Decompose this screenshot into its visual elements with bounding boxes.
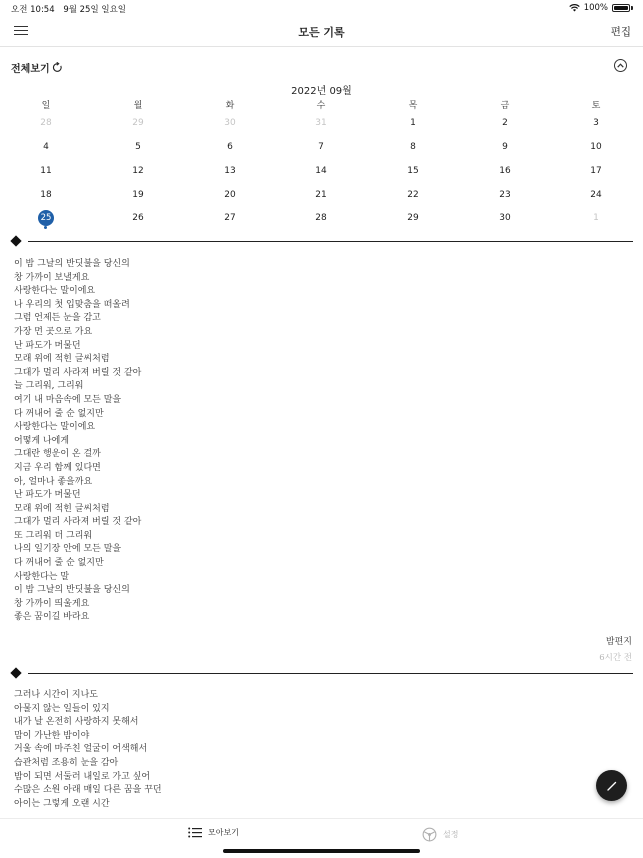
entry-indicator-dot bbox=[44, 226, 47, 229]
entry-line: 난 파도가 머물던 bbox=[14, 490, 81, 501]
navigation-bar bbox=[0, 16, 643, 47]
weekday-wed: 수 bbox=[316, 101, 326, 111]
calendar-day[interactable]: 3 bbox=[593, 118, 599, 128]
home-indicator bbox=[223, 849, 420, 853]
write-button[interactable] bbox=[596, 770, 627, 801]
entry-line: 그러나 시간이 지나도 bbox=[14, 690, 98, 700]
entry-timestamp: 6시간 전 bbox=[599, 653, 632, 663]
calendar-day[interactable]: 23 bbox=[499, 190, 511, 200]
status-bar bbox=[0, 0, 643, 16]
calendar-day[interactable]: 5 bbox=[135, 142, 141, 152]
entry-line: 아이는 그렇게 오랜 시간 bbox=[14, 798, 110, 809]
calendar-day[interactable]: 20 bbox=[224, 190, 236, 200]
entry-line: 맘이 가난한 밤이야 bbox=[14, 730, 90, 741]
list-icon bbox=[188, 827, 202, 838]
entry-line: 난 파도가 머물던 bbox=[14, 340, 81, 351]
entry-line: 늘 그리워, 그리워 bbox=[14, 381, 84, 392]
calendar-day[interactable]: 13 bbox=[224, 166, 236, 176]
status-indicators bbox=[569, 3, 633, 13]
status-date: 9월 25일 일요일 bbox=[63, 5, 127, 15]
refresh-icon bbox=[52, 62, 63, 73]
entry-line: 다 꺼내어 줄 순 없지만 bbox=[14, 408, 104, 419]
battery-icon bbox=[612, 4, 630, 12]
calendar-day[interactable]: 9 bbox=[502, 142, 508, 152]
calendar-day[interactable]: 29 bbox=[407, 213, 419, 223]
calendar-day[interactable]: 17 bbox=[590, 166, 602, 176]
calendar-month-title: 2022년 09월 bbox=[291, 86, 352, 97]
calendar-day[interactable]: 22 bbox=[407, 190, 419, 200]
calendar-day[interactable]: 2 bbox=[502, 118, 508, 128]
entry-line: 사랑한다는 말 bbox=[14, 571, 70, 582]
entry-line: 어떻게 나에게 bbox=[14, 435, 70, 446]
entry-line: 거울 속에 마주친 얼굴이 어색해서 bbox=[14, 744, 148, 755]
entry-line: 그럼 언제든 눈을 감고 bbox=[14, 313, 101, 324]
calendar-day[interactable]: 10 bbox=[590, 142, 602, 152]
weekday-sat: 토 bbox=[591, 101, 601, 111]
calendar-day[interactable]: 30 bbox=[224, 118, 236, 128]
collapse-calendar-button[interactable] bbox=[614, 59, 627, 72]
tab-collect-label: 모아보기 bbox=[208, 828, 239, 837]
weekday-mon: 월 bbox=[133, 101, 143, 111]
calendar-day[interactable]: 28 bbox=[40, 118, 52, 128]
entry-line: 나의 일기장 안에 모든 말을 bbox=[14, 544, 122, 555]
calendar-day[interactable]: 15 bbox=[407, 166, 419, 176]
entry-line: 창 가까이 띄울게요 bbox=[14, 598, 90, 609]
calendar-day[interactable]: 16 bbox=[499, 166, 511, 176]
calendar-day[interactable]: 7 bbox=[318, 142, 324, 152]
entry-line: 여기 내 마음속에 모든 말을 bbox=[14, 394, 122, 405]
view-all-label: 전체보기 bbox=[11, 64, 50, 75]
view-all-button[interactable] bbox=[11, 60, 63, 75]
calendar-day[interactable]: 14 bbox=[315, 166, 327, 176]
entry-line: 지금 우리 함께 있다면 bbox=[14, 462, 101, 473]
entry-line: 아물지 않는 일들이 있지 bbox=[14, 703, 110, 714]
calendar-day[interactable]: 26 bbox=[132, 213, 144, 223]
weekday-fri: 금 bbox=[500, 101, 510, 111]
diamond-icon bbox=[10, 235, 21, 246]
entry-line: 가장 먼 곳으로 가요 bbox=[14, 326, 93, 337]
tab-collect[interactable] bbox=[188, 827, 239, 838]
entry-line: 내가 날 온전히 사랑하지 못해서 bbox=[14, 717, 139, 728]
calendar-day-selected[interactable]: 25 bbox=[26, 213, 66, 226]
calendar-day[interactable]: 11 bbox=[40, 166, 52, 176]
entry-line: 나 우리의 첫 입맞춤을 떠올려 bbox=[14, 299, 130, 310]
entry-text[interactable] bbox=[14, 689, 162, 811]
entry-line: 습관처럼 조용히 눈을 감아 bbox=[14, 757, 119, 768]
status-time: 오전 10:54 bbox=[11, 5, 55, 15]
entry-text[interactable] bbox=[14, 258, 141, 625]
entry-line: 사랑한다는 말이에요 bbox=[14, 286, 96, 297]
status-datetime bbox=[11, 3, 126, 15]
calendar-day[interactable]: 8 bbox=[410, 142, 416, 152]
calendar-day[interactable]: 30 bbox=[499, 213, 511, 223]
entry-line: 모래 위에 적힌 글씨처럼 bbox=[14, 354, 110, 365]
entry-line: 아, 얼마나 좋을까요 bbox=[14, 476, 93, 487]
entry-line: 창 가까이 보낼게요 bbox=[14, 272, 90, 283]
entry-line: 그대가 멀리 사라져 버릴 것 같아 bbox=[14, 517, 142, 528]
calendar-day[interactable]: 21 bbox=[315, 190, 327, 200]
settings-icon bbox=[422, 827, 437, 842]
entry-line: 다 꺼내어 줄 순 없지만 bbox=[14, 558, 104, 569]
diamond-icon bbox=[10, 667, 21, 678]
page-title: 모든 기록 bbox=[298, 26, 345, 39]
entry-line: 좋은 꿈이길 바라요 bbox=[14, 612, 90, 623]
calendar-day[interactable]: 29 bbox=[132, 118, 144, 128]
entry-divider bbox=[11, 236, 633, 246]
weekday-sun: 일 bbox=[41, 101, 51, 111]
tab-settings-label: 설정 bbox=[443, 830, 459, 839]
calendar-day[interactable]: 1 bbox=[410, 118, 416, 128]
entry-author: 밤편지 bbox=[605, 637, 632, 647]
pencil-icon bbox=[606, 780, 618, 792]
calendar-day[interactable]: 12 bbox=[132, 166, 144, 176]
calendar-day[interactable]: 4 bbox=[43, 142, 49, 152]
edit-button[interactable]: 편집 bbox=[610, 26, 631, 38]
entry-line: 사랑한다는 말이에요 bbox=[14, 422, 96, 433]
tab-settings[interactable] bbox=[422, 827, 458, 842]
weekday-thu: 목 bbox=[408, 101, 418, 111]
calendar-day[interactable]: 18 bbox=[40, 190, 52, 200]
calendar-day[interactable]: 19 bbox=[132, 190, 144, 200]
entry-line: 이 밤 그날의 반딧불을 당신의 bbox=[14, 259, 130, 269]
calendar-day[interactable]: 28 bbox=[315, 213, 327, 223]
entry-line: 그대란 행운이 온 걸까 bbox=[14, 449, 101, 460]
calendar-day[interactable]: 1 bbox=[593, 213, 599, 223]
entry-divider bbox=[11, 668, 633, 678]
wifi-icon bbox=[569, 4, 580, 12]
battery-percent: 100% bbox=[583, 3, 608, 13]
entry-line: 수많은 소원 아래 매일 다른 꿈을 꾸던 bbox=[14, 785, 162, 796]
entry-line: 또 그리워 더 그리워 bbox=[14, 530, 93, 541]
calendar-day[interactable]: 31 bbox=[315, 118, 327, 128]
battery-tip bbox=[631, 6, 633, 10]
calendar-day[interactable]: 24 bbox=[590, 190, 602, 200]
calendar-day[interactable]: 6 bbox=[227, 142, 233, 152]
calendar-weekday-row bbox=[0, 98, 643, 110]
weekday-tue: 화 bbox=[225, 101, 235, 111]
calendar-day[interactable]: 27 bbox=[224, 213, 236, 223]
entry-line: 모래 위에 적힌 글씨처럼 bbox=[14, 503, 110, 514]
chevron-up-icon bbox=[617, 63, 624, 68]
entry-line: 그대가 멀리 사라져 버릴 것 같아 bbox=[14, 367, 142, 378]
entry-line: 이 밤 그날의 반딧불을 당신의 bbox=[14, 585, 130, 596]
entry-line: 밤이 되면 서둘러 내일로 가고 싶어 bbox=[14, 771, 151, 782]
